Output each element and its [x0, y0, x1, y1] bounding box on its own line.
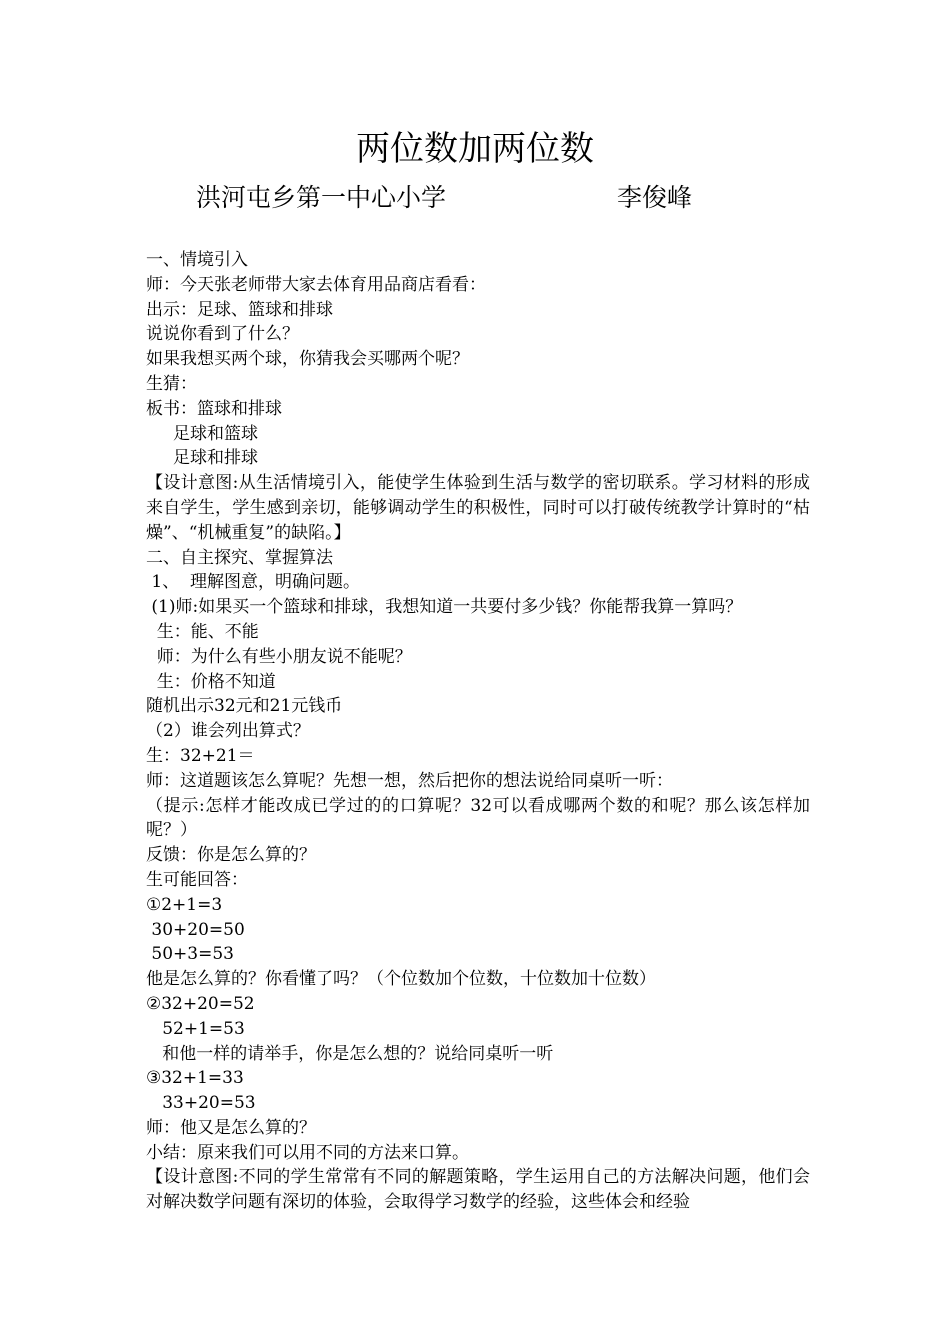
- school-name: 洪河屯乡第一中心小学: [196, 183, 447, 212]
- text-line: 出示：足球、篮球和排球: [146, 299, 333, 320]
- document-body: [146, 248, 810, 1215]
- text-line: ③32+1=33: [146, 1068, 244, 1089]
- section-heading: 二、自主探究、掌握算法: [146, 547, 333, 568]
- text-line: 说说你看到了什么？: [146, 324, 299, 345]
- text-line: 小结：原来我们可以用不同的方法来口算。: [146, 1142, 469, 1163]
- hint-paragraph: （提示:怎样才能改成已学过的的口算呢？32可以看成哪两个数的和呢？那么该怎样加呢？）: [146, 795, 810, 841]
- text-line: 52+1=53: [146, 1018, 245, 1039]
- text-line: 板书：篮球和排球: [146, 398, 282, 419]
- text-line: 1、 理解图意，明确问题。: [146, 572, 361, 593]
- text-line: (1)师:如果买一个篮球和排球，我想知道一共要付多少钱？你能帮我算一算吗？: [146, 597, 743, 618]
- text-line: 33+20=53: [146, 1093, 256, 1114]
- text-line: 师：他又是怎么算的？: [146, 1117, 316, 1138]
- text-line: 他是怎么算的？你看懂了吗？（个位数加个位数，十位数加十位数）: [146, 969, 656, 990]
- text-line: 反馈：你是怎么算的？: [146, 845, 316, 866]
- text-line: ①2+1=3: [146, 894, 223, 915]
- text-line: 师：为什么有些小朋友说不能呢？: [146, 646, 412, 667]
- text-line: 和他一样的请举手，你是怎么想的？说给同桌听一听: [146, 1043, 554, 1064]
- text-line: 30+20=50: [146, 919, 245, 940]
- design-intent-paragraph: 【设计意图:从生活情境引入，能使学生体验到生活与数学的密切联系。学习材料的形成来自学生，学生感到亲切，能够调动学生的积极性，同时可以打破传统教学计算时的“枯燥”、“机械重复”的缺陷。】: [146, 473, 810, 543]
- text-line: 随机出示32元和21元钱币: [146, 696, 343, 717]
- text-line: 生猜：: [146, 373, 197, 394]
- document-title: 两位数加两位数: [356, 129, 594, 169]
- text-line: 50+3=53: [146, 944, 234, 965]
- text-line: 师：这道题该怎么算呢？先想一想，然后把你的想法说给同桌听一听：: [146, 770, 673, 791]
- text-line: 生可能回答：: [146, 869, 248, 890]
- text-line: 生：价格不知道: [146, 671, 276, 692]
- text-line: 足球和篮球: [146, 423, 259, 444]
- text-line: 生：能、不能: [146, 621, 259, 642]
- text-line: ②32+20=52: [146, 993, 255, 1014]
- text-line: 生：32+21＝: [146, 745, 255, 766]
- design-intent-paragraph: 【设计意图:不同的学生常常有不同的解题策略，学生运用自己的方法解决问题，他们会对解决数学问题有深切的体验，会取得学习数学的经验，这些体会和经验: [146, 1167, 810, 1213]
- text-line: 师：今天张老师带大家去体育用品商店看看：: [146, 274, 486, 295]
- section-heading: 一、情境引入: [146, 250, 248, 270]
- text-line: （2）谁会列出算式？: [146, 721, 310, 742]
- author-name: 李俊峰: [617, 183, 693, 212]
- text-line: 如果我想买两个球，你猜我会买哪两个呢？: [146, 349, 469, 370]
- text-line: 足球和排球: [146, 448, 259, 469]
